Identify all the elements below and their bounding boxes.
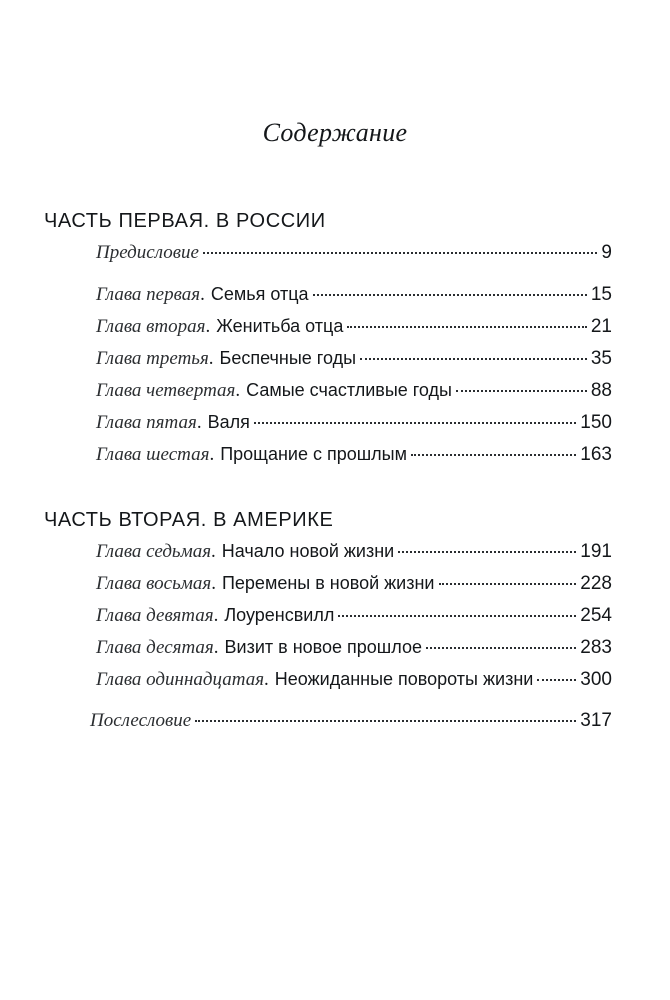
entry-page-number: 317 [580, 710, 612, 731]
entry-page-number: 88 [590, 380, 612, 401]
page-title: Содержание [262, 118, 408, 147]
entry-page-number: 283 [580, 637, 612, 658]
entry-subtitle: Перемены в новой жизни [221, 573, 435, 593]
toc-entry-preface[interactable] [96, 240, 612, 266]
entry-label: Глава вторая [96, 316, 206, 337]
entry-page-number: 300 [580, 669, 612, 690]
entry-subtitle: Беспечные годы [219, 348, 357, 368]
entry-label: Глава десятая [96, 637, 214, 658]
dot-leader [203, 251, 597, 254]
dot-leader [195, 719, 576, 722]
entry-page-number: 228 [580, 573, 612, 594]
toc-entry-chapter-10[interactable]: Глава десятая . Визит в новое прошлое 283 [96, 634, 612, 660]
dot-leader [254, 421, 576, 424]
dot-leader [338, 614, 576, 617]
toc-entry-chapter-6[interactable]: Глава шестая . Прощание с прошлым 163 [96, 441, 612, 467]
entry-label: Предисловие [96, 242, 199, 263]
toc-entry-chapter-3[interactable]: Глава третья . Беспечные годы 35 [96, 345, 612, 371]
dot-leader [456, 389, 587, 392]
entry-label: Глава одиннадцатая [96, 669, 265, 690]
entry-subtitle: Неожиданные повороты жизни [274, 669, 534, 689]
dot-leader [426, 646, 576, 649]
dot-leader [537, 678, 576, 681]
toc-entry-afterword[interactable] [90, 708, 612, 734]
entry-label: Глава восьмая [96, 573, 212, 594]
toc-entry-chapter-5[interactable]: Глава пятая . Валя 150 [96, 409, 612, 435]
entry-label: Глава пятая [96, 412, 197, 433]
toc-entry-chapter-11[interactable]: Глава одиннадцатая . Неожиданные повороты жизни 300 [96, 666, 612, 692]
dot-leader [313, 293, 587, 296]
entry-label: Глава девятая [96, 605, 214, 626]
part-heading-2: ЧАСТЬ ВТОРАЯ. В АМЕРИКЕ [44, 509, 334, 531]
entry-label: Глава четвертая [96, 380, 236, 401]
entry-subtitle: Начало новой жизни [221, 541, 395, 561]
entry-subtitle: Женитьба отца [216, 316, 344, 336]
entry-page-number: 21 [590, 316, 612, 337]
toc-entry-chapter-8[interactable]: Глава восьмая . Перемены в новой жизни 228 [96, 570, 612, 596]
dot-leader [398, 550, 576, 553]
dot-leader [347, 325, 587, 328]
entry-subtitle: Семья отца [210, 284, 309, 304]
entry-page-number: 150 [580, 412, 612, 433]
toc-entry-chapter-9[interactable]: Глава девятая . Лоуренсвилл 254 [96, 602, 612, 628]
toc-entry-chapter-4[interactable]: Глава четвертая . Самые счастливые годы 88 [96, 377, 612, 403]
dot-leader [439, 582, 577, 585]
toc-entry-chapter-2[interactable]: Глава вторая . Женитьба отца 21 [96, 313, 612, 339]
entry-subtitle: Прощание с прошлым [220, 444, 407, 464]
toc-entry-chapter-1[interactable]: Глава первая . Семья отца 15 [96, 281, 612, 307]
entry-page-number: 9 [601, 242, 612, 263]
entry-subtitle: Визит в новое прошлое [224, 637, 422, 657]
entry-page-number: 191 [580, 541, 612, 562]
entry-label: Глава седьмая [96, 541, 212, 562]
entry-page-number: 15 [590, 284, 612, 305]
entry-label: Послесловие [90, 710, 192, 731]
entry-subtitle: Самые счастливые годы [246, 380, 452, 400]
dot-leader [360, 357, 587, 360]
entry-page-number: 35 [590, 348, 612, 369]
entry-subtitle: Валя [207, 412, 250, 432]
entry-page-number: 254 [580, 605, 612, 626]
entry-subtitle: Лоуренсвилл [224, 605, 335, 625]
part-heading-1: ЧАСТЬ ПЕРВАЯ. В РОССИИ [44, 210, 326, 232]
entry-label: Глава третья [96, 348, 209, 369]
entry-label: Глава первая [96, 284, 201, 305]
toc-entry-chapter-7[interactable]: Глава седьмая . Начало новой жизни 191 [96, 538, 612, 564]
dot-leader [411, 453, 576, 456]
entry-page-number: 163 [580, 444, 612, 465]
entry-label: Глава шестая [96, 444, 210, 465]
